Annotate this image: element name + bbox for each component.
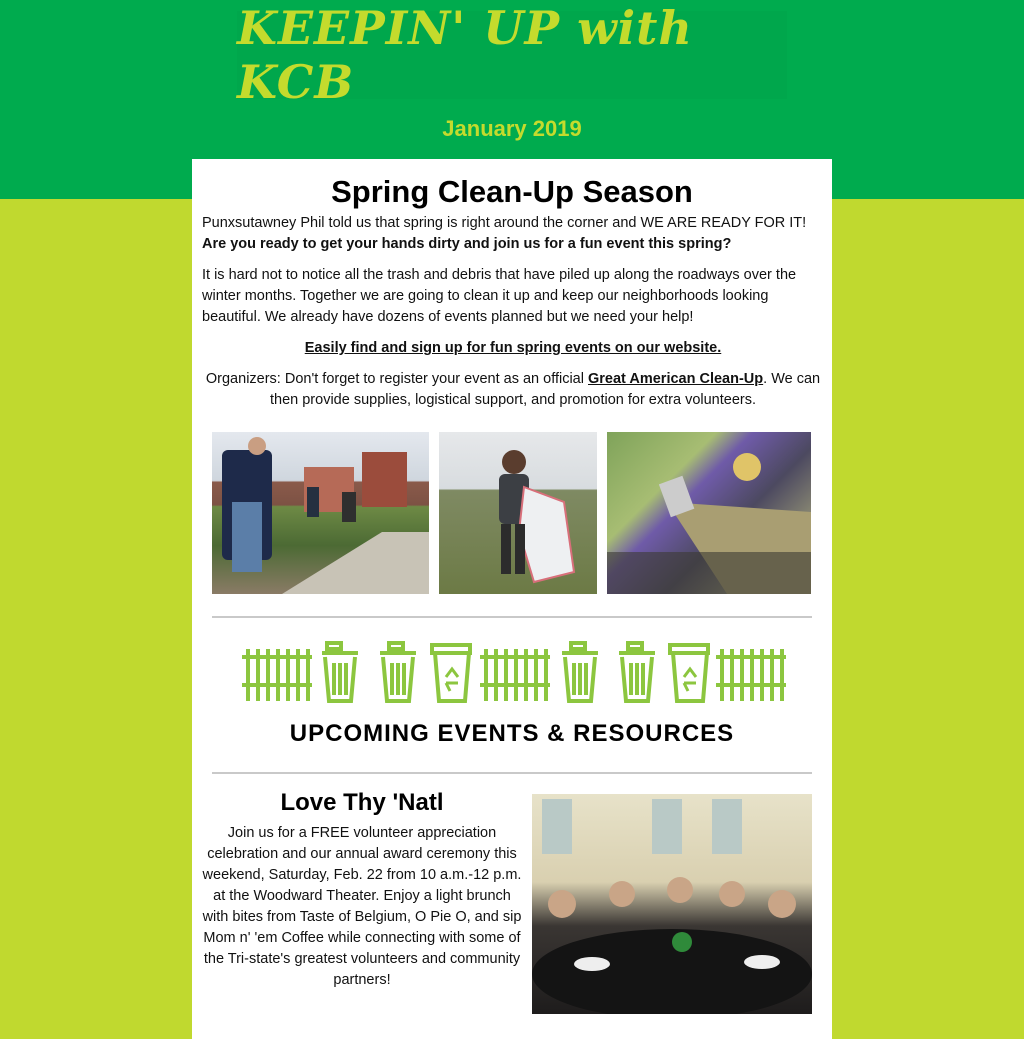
intro-plain: Punxsutawney Phil told us that spring is right around the corner and WE ARE READY FOR IT! xyxy=(202,215,807,231)
newsletter-logo xyxy=(237,1,787,109)
fence-icon xyxy=(480,649,550,701)
newsletter-card xyxy=(192,159,832,1039)
signup-link[interactable]: Easily find and sign up for fun spring events on our website. xyxy=(304,340,722,356)
events-heading: UPCOMING EVENTS & RESOURCES xyxy=(289,720,735,747)
cleanup-photo-child xyxy=(439,432,597,594)
intro-bold: Are you ready to get your hands dirty and join us for a fun event this spring? xyxy=(202,236,732,252)
logo-text: KEEPIN' UP with KCB xyxy=(237,1,693,109)
event-title: Love Thy 'Natl xyxy=(280,789,444,816)
trash-can-icon xyxy=(322,643,358,701)
event-photo-brunch xyxy=(532,794,812,1014)
section-divider xyxy=(212,616,812,618)
organizers-paragraph xyxy=(202,369,824,411)
section-divider xyxy=(212,772,812,774)
article-intro xyxy=(202,213,824,255)
issue-date: January 2019 xyxy=(442,116,582,141)
trash-can-icon xyxy=(380,643,416,701)
trash-can-icon xyxy=(619,643,655,701)
organizers-text: Organizers: Don't forget to register your event as an official xyxy=(205,371,588,387)
great-american-cleanup-link[interactable]: Great American Clean-Up xyxy=(588,371,764,387)
event-description: Join us for a FREE volunteer appreciation celebration and our annual award ceremony this weekend, Saturday, Feb. 22 from 10 a.m.-12 p.m. at the Woodward Theater. Enjoy a light brunch with bites from Taste of Belgium, O Pie O, and sip Mom n' 'em Coffee while connecting with some of the Tri-state's greatest volunteers and community partners! xyxy=(202,825,522,988)
cleanup-photo-volunteers xyxy=(212,432,429,594)
fence-icon xyxy=(242,649,312,701)
fence-icon xyxy=(716,649,786,701)
article-title: Spring Clean-Up Season xyxy=(331,174,693,209)
recycle-bin-icon xyxy=(432,645,470,701)
signup-paragraph xyxy=(202,338,824,359)
trash-can-icon xyxy=(562,643,598,701)
cleanup-photo-painting xyxy=(607,432,811,594)
article-body: It is hard not to notice all the trash and debris that have piled up along the roadways over the winter months. Together we are going to clean it up and keep our neighborhoods looking beautiful. We already have dozens of events planned but we need your help! xyxy=(202,267,797,325)
cleanup-icon-row xyxy=(240,639,788,705)
organizers-text-end: . We can then provide supplies, logistical support, and promotion for extra volunteers. xyxy=(269,371,821,408)
recycle-bin-icon xyxy=(670,645,708,701)
